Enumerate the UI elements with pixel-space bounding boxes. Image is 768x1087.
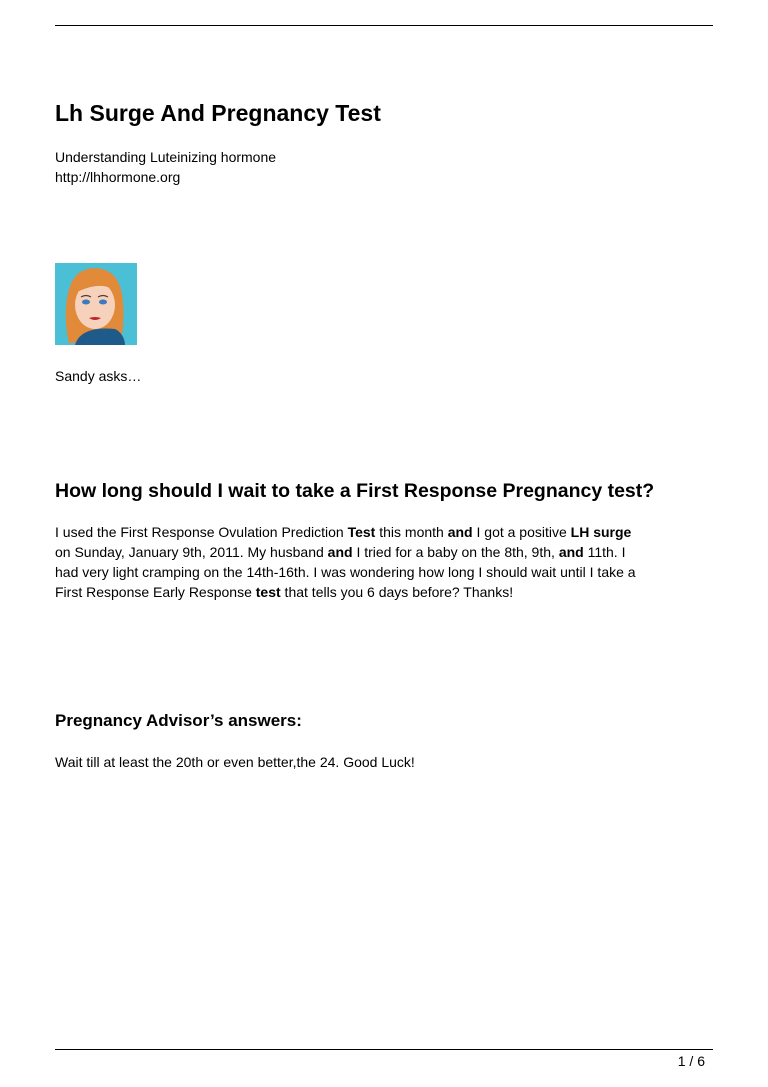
keyword-highlight: LH surge <box>570 524 632 540</box>
keyword-highlight: and <box>558 544 584 560</box>
avatar <box>55 263 137 345</box>
question-heading: How long should I wait to take a First Response Pregnancy test? <box>55 480 655 502</box>
text-segment: on Sunday, January 9th, 2011. My husband <box>55 544 328 560</box>
site-url-link[interactable]: http://lhhormone.org <box>55 169 181 185</box>
keyword-highlight: and <box>447 524 473 540</box>
keyword-highlight: Test <box>347 524 376 540</box>
page-number: 1 / 6 <box>677 1053 705 1069</box>
text-segment: I got a positive <box>472 524 571 540</box>
text-segment: I tried for a baby on the 8th, 9th, <box>352 544 559 560</box>
question-line <box>55 582 725 602</box>
answer-text: Wait till at least the 20th or even better,the 24. Good Luck! <box>55 754 415 770</box>
answer-heading: Pregnancy Advisor’s answers: <box>55 711 302 730</box>
question-line <box>55 522 725 542</box>
question-line <box>55 542 725 562</box>
asker-label: Sandy asks… <box>55 368 142 384</box>
question-line <box>55 562 725 582</box>
footer-rule <box>55 1049 713 1050</box>
text-segment: this month <box>375 524 448 540</box>
page-title: Lh Surge And Pregnancy Test <box>55 100 381 126</box>
question-body <box>55 522 725 602</box>
keyword-highlight: test <box>255 584 281 600</box>
text-segment: 11th. I <box>583 544 626 560</box>
keyword-highlight: and <box>327 544 353 560</box>
text-segment: I used the First Response Ovulation Prediction <box>55 524 348 540</box>
site-tagline: Understanding Luteinizing hormone <box>55 149 277 165</box>
text-segment: First Response Early Response <box>55 584 256 600</box>
text-segment: had very light cramping on the 14th-16th. I was wondering how long I should wait until I take a <box>55 564 636 580</box>
header-rule <box>55 25 713 26</box>
text-segment: that tells you 6 days before? Thanks! <box>280 584 514 600</box>
